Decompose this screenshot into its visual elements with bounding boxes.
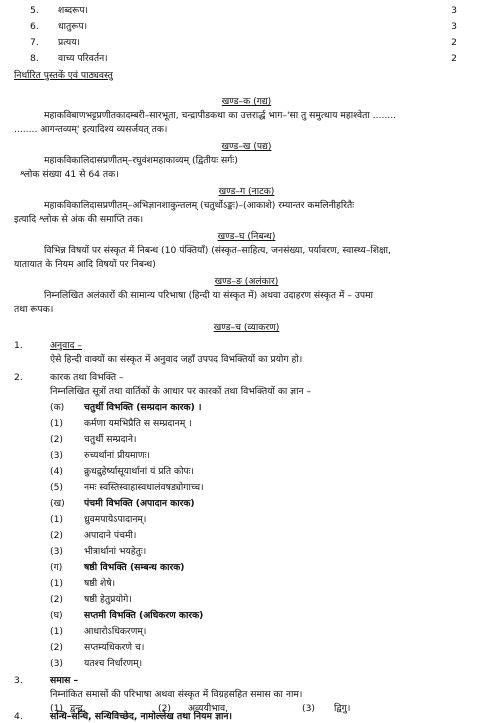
karak-item-num: (1) — [50, 578, 64, 589]
karak-item-num: (1) — [50, 626, 64, 637]
syllabus-num: 6. — [30, 21, 39, 32]
anuvad-line: ऐसे हिन्दी वाक्यों का संस्कृत में अनुवाद जहाँ उपपद विभक्तियों का प्रयोग हो। — [50, 354, 303, 365]
karak-item-text: भीत्रार्थानां भयहेतुः। — [84, 546, 147, 557]
section-title: निर्धारित पुस्तकें एवं पाठ्यवस्तु — [14, 70, 113, 81]
syllabus-marks: 3 — [451, 5, 457, 16]
samas-option-num: (2) — [158, 703, 172, 714]
khand-gh-line-2: यातायात के नियम आदि विषयों पर निबन्ध) — [14, 259, 156, 270]
khand-kh-line-1: महाकविकालिदासप्रणीतम्–रघुवंशमहाकाव्यम् (द्वितीयः सर्गः) — [44, 155, 238, 166]
sandhi-num: 4. — [14, 711, 23, 722]
karak-item-text: षष्ठी शेषे। — [84, 578, 116, 589]
karak-item-text: षष्ठी हेतुप्रयोगे। — [84, 594, 132, 605]
karak-item-num: (2) — [50, 594, 64, 605]
syllabus-marks: 3 — [451, 21, 457, 32]
karak-item-num: (3) — [50, 546, 64, 557]
karak-item-num: (क) — [50, 402, 65, 413]
anuvad-num: 1. — [14, 340, 23, 351]
karak-item-num: (ग) — [50, 562, 63, 573]
khand-ng-title: खण्ड–ङ (अलंकार) — [214, 276, 279, 287]
khand-ng-line-1: निम्नलिखित अलंकारों की सामान्य परिभाषा (हिन्दी या संस्कृत में) अथवा उदाहरण संस्कृत में – उपमा — [44, 290, 373, 301]
karak-item-num: (4) — [50, 466, 64, 477]
syllabus-label: प्रत्यय। — [58, 37, 81, 48]
khand-kh-title: खण्ड–ख (पद्य) — [221, 141, 272, 152]
samas-title: समास – — [50, 675, 79, 686]
samas-option-text: द्विगु। — [334, 703, 351, 714]
samas-intro: निम्नांकित समासों की परिभाषा अथवा संस्कृत में विग्रहसहित समास का नाम। — [50, 689, 303, 700]
karak-item-text: अपादाने पंचमी। — [84, 530, 137, 541]
syllabus-label: शब्दरूप। — [58, 5, 89, 16]
syllabus-marks: 2 — [451, 37, 457, 48]
karak-item-text: पंचमी विभक्ति (अपादान कारक) — [84, 498, 195, 509]
khand-k-title: खण्ड–क (गद्य) — [221, 96, 272, 107]
karak-item-num: (2) — [50, 434, 64, 445]
karak-item-num: (ख) — [50, 498, 65, 509]
samas-num: 3. — [14, 675, 23, 686]
anuvad-title: अनुवाद – — [50, 340, 82, 351]
samas-option-num: (3) — [302, 703, 316, 714]
karak-item-text: आधारोऽधिकरणम्। — [84, 626, 147, 637]
karak-item-num: (2) — [50, 642, 64, 653]
karak-item-num: (1) — [50, 418, 64, 429]
karak-item-text: ध्रुवमपायेऽपादानम्। — [84, 514, 147, 525]
khand-ch-title: खण्ड–च (व्याकरण) — [213, 322, 280, 333]
syllabus-label: धातुरूप। — [58, 21, 88, 32]
karak-num: 2. — [14, 372, 23, 383]
karak-item-text: क्रुधद्रुहेर्ष्यासूयार्थानां यं प्रति कोपः। — [84, 466, 195, 477]
khand-kh-line-2: श्लोक संख्या 41 से 64 तक। — [20, 169, 119, 180]
samas-option-text: द्वन्द्व, — [70, 703, 86, 714]
samas-option-num: (1) — [50, 703, 64, 714]
karak-item-text: नमः स्वस्तिस्वाहास्वधालंवषड्योगाच्च। — [84, 482, 204, 493]
syllabus-marks: 2 — [451, 53, 457, 64]
sandhi-title: सन्धि–सन्धि, सन्धिविच्छेद, नामोल्लेख तथा नियम ज्ञान। — [50, 711, 232, 722]
khand-g-title: खण्ड–ग (नाटक) — [218, 186, 275, 197]
karak-intro: निम्नलिखित सूत्रों तथा वार्तिकों के आधार पर कारकों तथा विभक्तियों का ज्ञान – — [50, 386, 312, 397]
khand-g-line-1: महाकविकालिदासप्रणीतम्–अभिज्ञानशाकुन्तलम् (चतुर्थोऽङ्कः)–(आकाशे) रम्यान्तर कमलिनीहरितैः — [44, 200, 355, 211]
karak-item-text: चतुर्थी विभक्ति (सम्प्रदान कारक) । — [84, 402, 202, 413]
khand-ng-line-2: तथा रूपक। — [14, 304, 54, 315]
khand-k-line-2: ........ आगन्तव्यम्' इत्यादिश्य व्यसर्जयत् तक। — [14, 124, 168, 135]
khand-k-line-1: महाकविबाणभट्टप्रणीतकादम्बरी–सारभूता, चन्द्रापीडकथा का उत्तरार्द्ध भाग–'सा तु समुत्थाय महाश्वेता ........ — [44, 110, 397, 121]
karak-item-text: रुच्यर्थानां प्रीयमाणः। — [84, 450, 150, 461]
khand-gh-title: खण्ड–घ (निबन्ध) — [217, 231, 276, 242]
khand-g-line-2: इत्यादि श्लोक से अंक की समाप्ति तक। — [14, 214, 144, 225]
syllabus-num: 8. — [30, 53, 39, 64]
karak-item-num: (1) — [50, 514, 64, 525]
karak-item-num: (3) — [50, 450, 64, 461]
karak-item-text: षष्ठी विभक्ति (सम्बन्ध कारक) — [84, 562, 185, 573]
karak-item-text: कर्मणा यमभिप्रैति स सम्प्रदानम् । — [84, 418, 192, 429]
karak-item-text: सप्तमी विभक्ति (अधिकरण कारक) — [84, 610, 204, 621]
karak-item-num: (घ) — [50, 610, 63, 621]
syllabus-num: 7. — [30, 37, 39, 48]
karak-item-num: (3) — [50, 658, 64, 669]
karak-item-text: सप्तम्यधिकरणे च। — [84, 642, 145, 653]
karak-item-text: चतुर्थी सम्प्रदाने। — [84, 434, 137, 445]
syllabus-label: वाच्य परिवर्तन। — [58, 53, 108, 64]
karak-item-num: (2) — [50, 530, 64, 541]
karak-title: कारक तथा विभक्ति – — [50, 372, 124, 383]
karak-item-text: यतश्च निर्धारणम्। — [84, 658, 143, 669]
khand-gh-line-1: विभिन्न विषयों पर संस्कृत में निबन्ध (10 पंक्तियाँ) (संस्कृत–साहित्य, जनसंख्या, पर्यावरण, स्वास्थ्य–शिक्षा, — [44, 245, 391, 256]
syllabus-num: 5. — [30, 5, 39, 16]
samas-option-text: अव्ययीभाव, — [188, 703, 229, 714]
karak-item-num: (5) — [50, 482, 64, 493]
